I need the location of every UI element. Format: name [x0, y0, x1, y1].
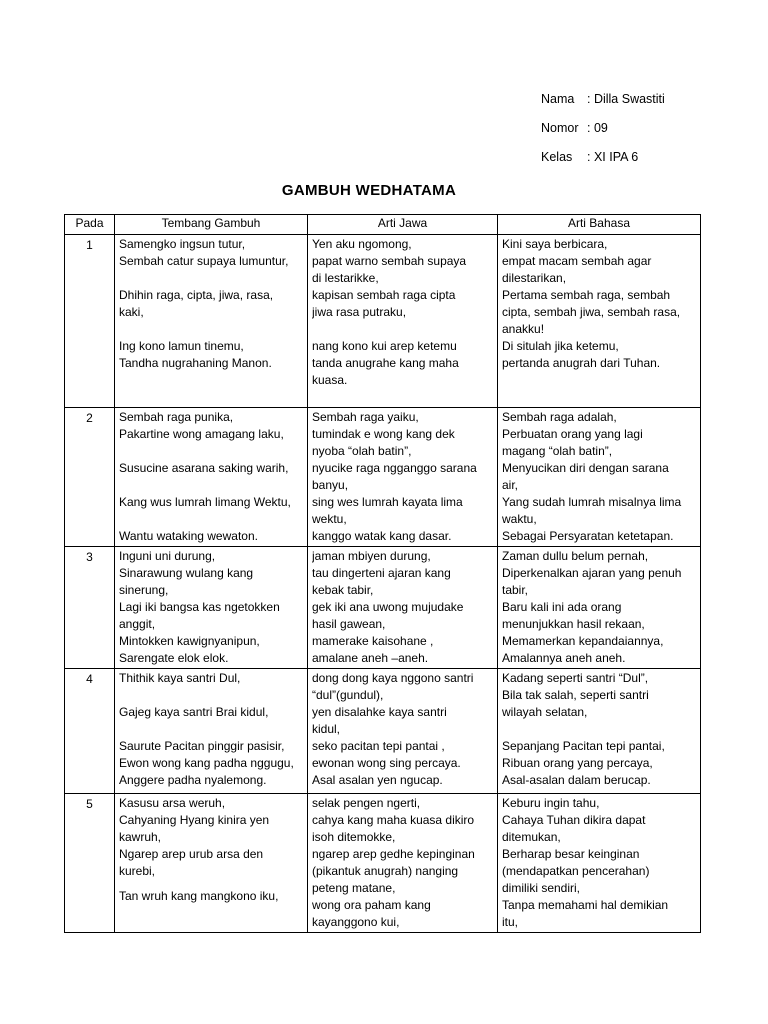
table-row — [65, 235, 701, 408]
arti-jawa-cell — [308, 669, 498, 794]
bahasa-line: dimiliki sendiri, — [502, 881, 581, 895]
verse-line: Dhihin raga, cipta, jiwa, rasa, — [119, 288, 274, 302]
bahasa-line: dilestarikan, — [502, 271, 567, 285]
bahasa-line: Keburu ingin tahu, — [502, 796, 600, 810]
verse-line: kurebi, — [119, 864, 156, 878]
table-row — [65, 669, 701, 794]
tembang-cell — [115, 408, 308, 547]
jawa-line: dong dong kaya nggono santri — [312, 671, 474, 685]
jawa-line: kanggo watak kang dasar. — [312, 529, 452, 543]
verse-line: Anggere padha nyalemong. — [119, 773, 267, 787]
tembang-cell — [115, 794, 308, 933]
jawa-line: seko pacitan tepi pantai , — [312, 739, 445, 753]
verse-line: Sembah raga punika, — [119, 410, 234, 424]
verse-line: kaki, — [119, 305, 144, 319]
verse-line: Gajeg kaya santri Brai kidul, — [119, 705, 269, 719]
jawa-line: Sembah raga yaiku, — [312, 410, 419, 424]
jawa-line: wong ora paham kang — [312, 898, 431, 912]
bahasa-line: anakku! — [502, 322, 545, 336]
bahasa-line: itu, — [502, 915, 519, 929]
jawa-line: amalane aneh –aneh. — [312, 651, 429, 665]
jawa-line: kapisan sembah raga cipta — [312, 288, 456, 302]
verse-line: Mintokken kawignyanipun, — [119, 634, 260, 648]
table-row — [65, 794, 701, 933]
jawa-line: nyucike raga ngganggo sarana — [312, 461, 477, 475]
jawa-line: banyu, — [312, 478, 349, 492]
name-label: Nama — [541, 92, 575, 106]
jawa-line: jiwa rasa putraku, — [312, 305, 407, 319]
verse-line: Tan wruh kang mangkono iku, — [119, 889, 279, 903]
tembang-cell — [115, 235, 308, 408]
header-tembang: Tembang Gambuh — [115, 215, 308, 235]
bahasa-line: Diperkenalkan ajaran yang penuh — [502, 566, 682, 580]
bahasa-line: Asal-asalan dalam berucap. — [502, 773, 651, 787]
bahasa-line: Tanpa memahami hal demikian — [502, 898, 669, 912]
pada-number: 1 — [65, 235, 115, 408]
verse-line: Tandha nugrahaning Manon. — [119, 356, 272, 370]
jawa-line: hasil gawean, — [312, 617, 386, 631]
bahasa-line: Amalannya aneh aneh. — [502, 651, 626, 665]
arti-bahasa-cell — [498, 669, 701, 794]
jawa-line: tau dingerteni ajaran kang — [312, 566, 451, 580]
jawa-line: kebak tabir, — [312, 583, 374, 597]
jawa-line: wektu, — [312, 512, 347, 526]
bahasa-line: menunjukkan hasil rekaan, — [502, 617, 645, 631]
jawa-line: isoh ditemokke, — [312, 830, 396, 844]
pada-number: 4 — [65, 669, 115, 794]
jawa-line: peteng matane, — [312, 881, 396, 895]
jawa-line: Yen aku ngomong, — [312, 237, 412, 251]
verse-line: Samengko ingsun tutur, — [119, 237, 246, 251]
name-value: : Dilla Swastiti — [587, 92, 665, 106]
tembang-cell — [115, 547, 308, 669]
verse-line: Sarengate elok elok. — [119, 651, 229, 665]
bahasa-line: ditemukan, — [502, 830, 561, 844]
verse-line: Wantu wataking wewaton. — [119, 529, 258, 543]
bahasa-line: Sembah raga adalah, — [502, 410, 617, 424]
pada-number: 5 — [65, 794, 115, 933]
jawa-line: kidul, — [312, 722, 341, 736]
table-row — [65, 408, 701, 547]
bahasa-line: Cahaya Tuhan dikira dapat — [502, 813, 646, 827]
arti-bahasa-cell — [498, 547, 701, 669]
student-info — [541, 92, 665, 179]
jawa-line: cahya kang maha kuasa dikiro — [312, 813, 475, 827]
jawa-line: di lestarikke, — [312, 271, 379, 285]
header-arti-jawa: Arti Jawa — [308, 215, 498, 235]
student-number-row — [541, 121, 665, 150]
bahasa-line: air, — [502, 478, 519, 492]
verse-line: Kasusu arsa weruh, — [119, 796, 226, 810]
jawa-line: “dul”(gundul), — [312, 688, 384, 702]
jawa-line: Asal asalan yen ngucap. — [312, 773, 443, 787]
verse-line: Saurute Pacitan pinggir pasisir, — [119, 739, 285, 753]
bahasa-line: waktu, — [502, 512, 537, 526]
verse-line: Pakartine wong amagang laku, — [119, 427, 284, 441]
jawa-line: sing wes lumrah kayata lima — [312, 495, 463, 509]
jawa-line: tanda anugrahe kang maha — [312, 356, 459, 370]
bahasa-line: Menyucikan diri dengan sarana — [502, 461, 669, 475]
jawa-line: kayanggono kui, — [312, 915, 400, 929]
tembang-cell — [115, 669, 308, 794]
jawa-line: ewonan wong sing percaya. — [312, 756, 461, 770]
bahasa-line: cipta, sembah jiwa, sembah rasa, — [502, 305, 681, 319]
jawa-line: mamerake kaisohane , — [312, 634, 434, 648]
bahasa-line: wilayah selatan, — [502, 705, 588, 719]
header-pada: Pada — [65, 215, 115, 235]
bahasa-line: Sepanjang Pacitan tepi pantai, — [502, 739, 665, 753]
verse-line: Kang wus lumrah limang Wektu, — [119, 495, 291, 509]
class-label: Kelas — [541, 150, 573, 164]
arti-bahasa-cell — [498, 794, 701, 933]
document-title: GAMBUH WEDHATAMA — [281, 182, 457, 199]
bahasa-line: magang “olah batin”, — [502, 444, 613, 458]
arti-jawa-cell — [308, 547, 498, 669]
jawa-line: nyoba “olah batin”, — [312, 444, 412, 458]
student-name-row — [541, 92, 665, 121]
bahasa-line: Berharap besar keinginan — [502, 847, 640, 861]
verse-line: Ing kono lamun tinemu, — [119, 339, 244, 353]
verse-line: kawruh, — [119, 830, 162, 844]
poem-table — [64, 214, 701, 933]
bahasa-line: empat macam sembah agar — [502, 254, 652, 268]
table-row — [65, 547, 701, 669]
bahasa-line: pertanda anugrah dari Tuhan. — [502, 356, 661, 370]
jawa-line: tumindak e wong kang dek — [312, 427, 455, 441]
verse-line: sinerung, — [119, 583, 169, 597]
bahasa-line: Kini saya berbicara, — [502, 237, 608, 251]
arti-bahasa-cell — [498, 408, 701, 547]
jawa-line: kuasa. — [312, 373, 348, 387]
pada-number: 2 — [65, 408, 115, 547]
bahasa-line: Ribuan orang yang percaya, — [502, 756, 653, 770]
jawa-line: nang kono kui arep ketemu — [312, 339, 457, 353]
bahasa-line: Baru kali ini ada orang — [502, 600, 622, 614]
verse-line: Sinarawung wulang kang — [119, 566, 254, 580]
number-label: Nomor — [541, 121, 579, 135]
verse-line: Inguni uni durung, — [119, 549, 216, 563]
verse-line: anggit, — [119, 617, 156, 631]
bahasa-line: Di situlah jika ketemu, — [502, 339, 619, 353]
class-value: : XI IPA 6 — [587, 150, 639, 164]
jawa-line: ngarep arep gedhe kepinginan — [312, 847, 475, 861]
bahasa-line: (mendapatkan pencerahan) — [502, 864, 650, 878]
arti-jawa-cell — [308, 408, 498, 547]
bahasa-line: tabir, — [502, 583, 529, 597]
arti-jawa-cell — [308, 235, 498, 408]
jawa-line: papat warno sembah supaya — [312, 254, 467, 268]
verse-line: Ngarep arep urub arsa den — [119, 847, 264, 861]
bahasa-line: Memamerkan kepandaiannya, — [502, 634, 664, 648]
pada-number: 3 — [65, 547, 115, 669]
jawa-line: yen disalahke kaya santri — [312, 705, 447, 719]
jawa-line: jaman mbiyen durung, — [312, 549, 431, 563]
jawa-line: (pikantuk anugrah) nanging — [312, 864, 459, 878]
number-value: : 09 — [587, 121, 608, 135]
verse-line: Cahyaning Hyang kinira yen — [119, 813, 270, 827]
verse-line: Ewon wong kang padha nggugu, — [119, 756, 294, 770]
verse-line: Susucine asarana saking warih, — [119, 461, 289, 475]
bahasa-line: Zaman dullu belum pernah, — [502, 549, 649, 563]
jawa-line: gek iki ana uwong mujudake — [312, 600, 464, 614]
verse-line: Thithik kaya santri Dul, — [119, 671, 241, 685]
bahasa-line: Sebagai Persyaratan ketetapan. — [502, 529, 674, 543]
bahasa-line: Perbuatan orang yang lagi — [502, 427, 643, 441]
jawa-line: selak pengen ngerti, — [312, 796, 421, 810]
header-arti-bahasa: Arti Bahasa — [498, 215, 701, 235]
bahasa-line: Bila tak salah, seperti santri — [502, 688, 649, 702]
table-header-row — [65, 215, 701, 235]
arti-bahasa-cell — [498, 235, 701, 408]
student-class-row — [541, 150, 665, 179]
bahasa-line: Kadang seperti santri “Dul”, — [502, 671, 649, 685]
bahasa-line: Yang sudah lumrah misalnya lima — [502, 495, 682, 509]
verse-line: Sembah catur supaya lumuntur, — [119, 254, 289, 268]
arti-jawa-cell — [308, 794, 498, 933]
verse-line: Lagi iki bangsa kas ngetokken — [119, 600, 280, 614]
bahasa-line: Pertama sembah raga, sembah — [502, 288, 671, 302]
